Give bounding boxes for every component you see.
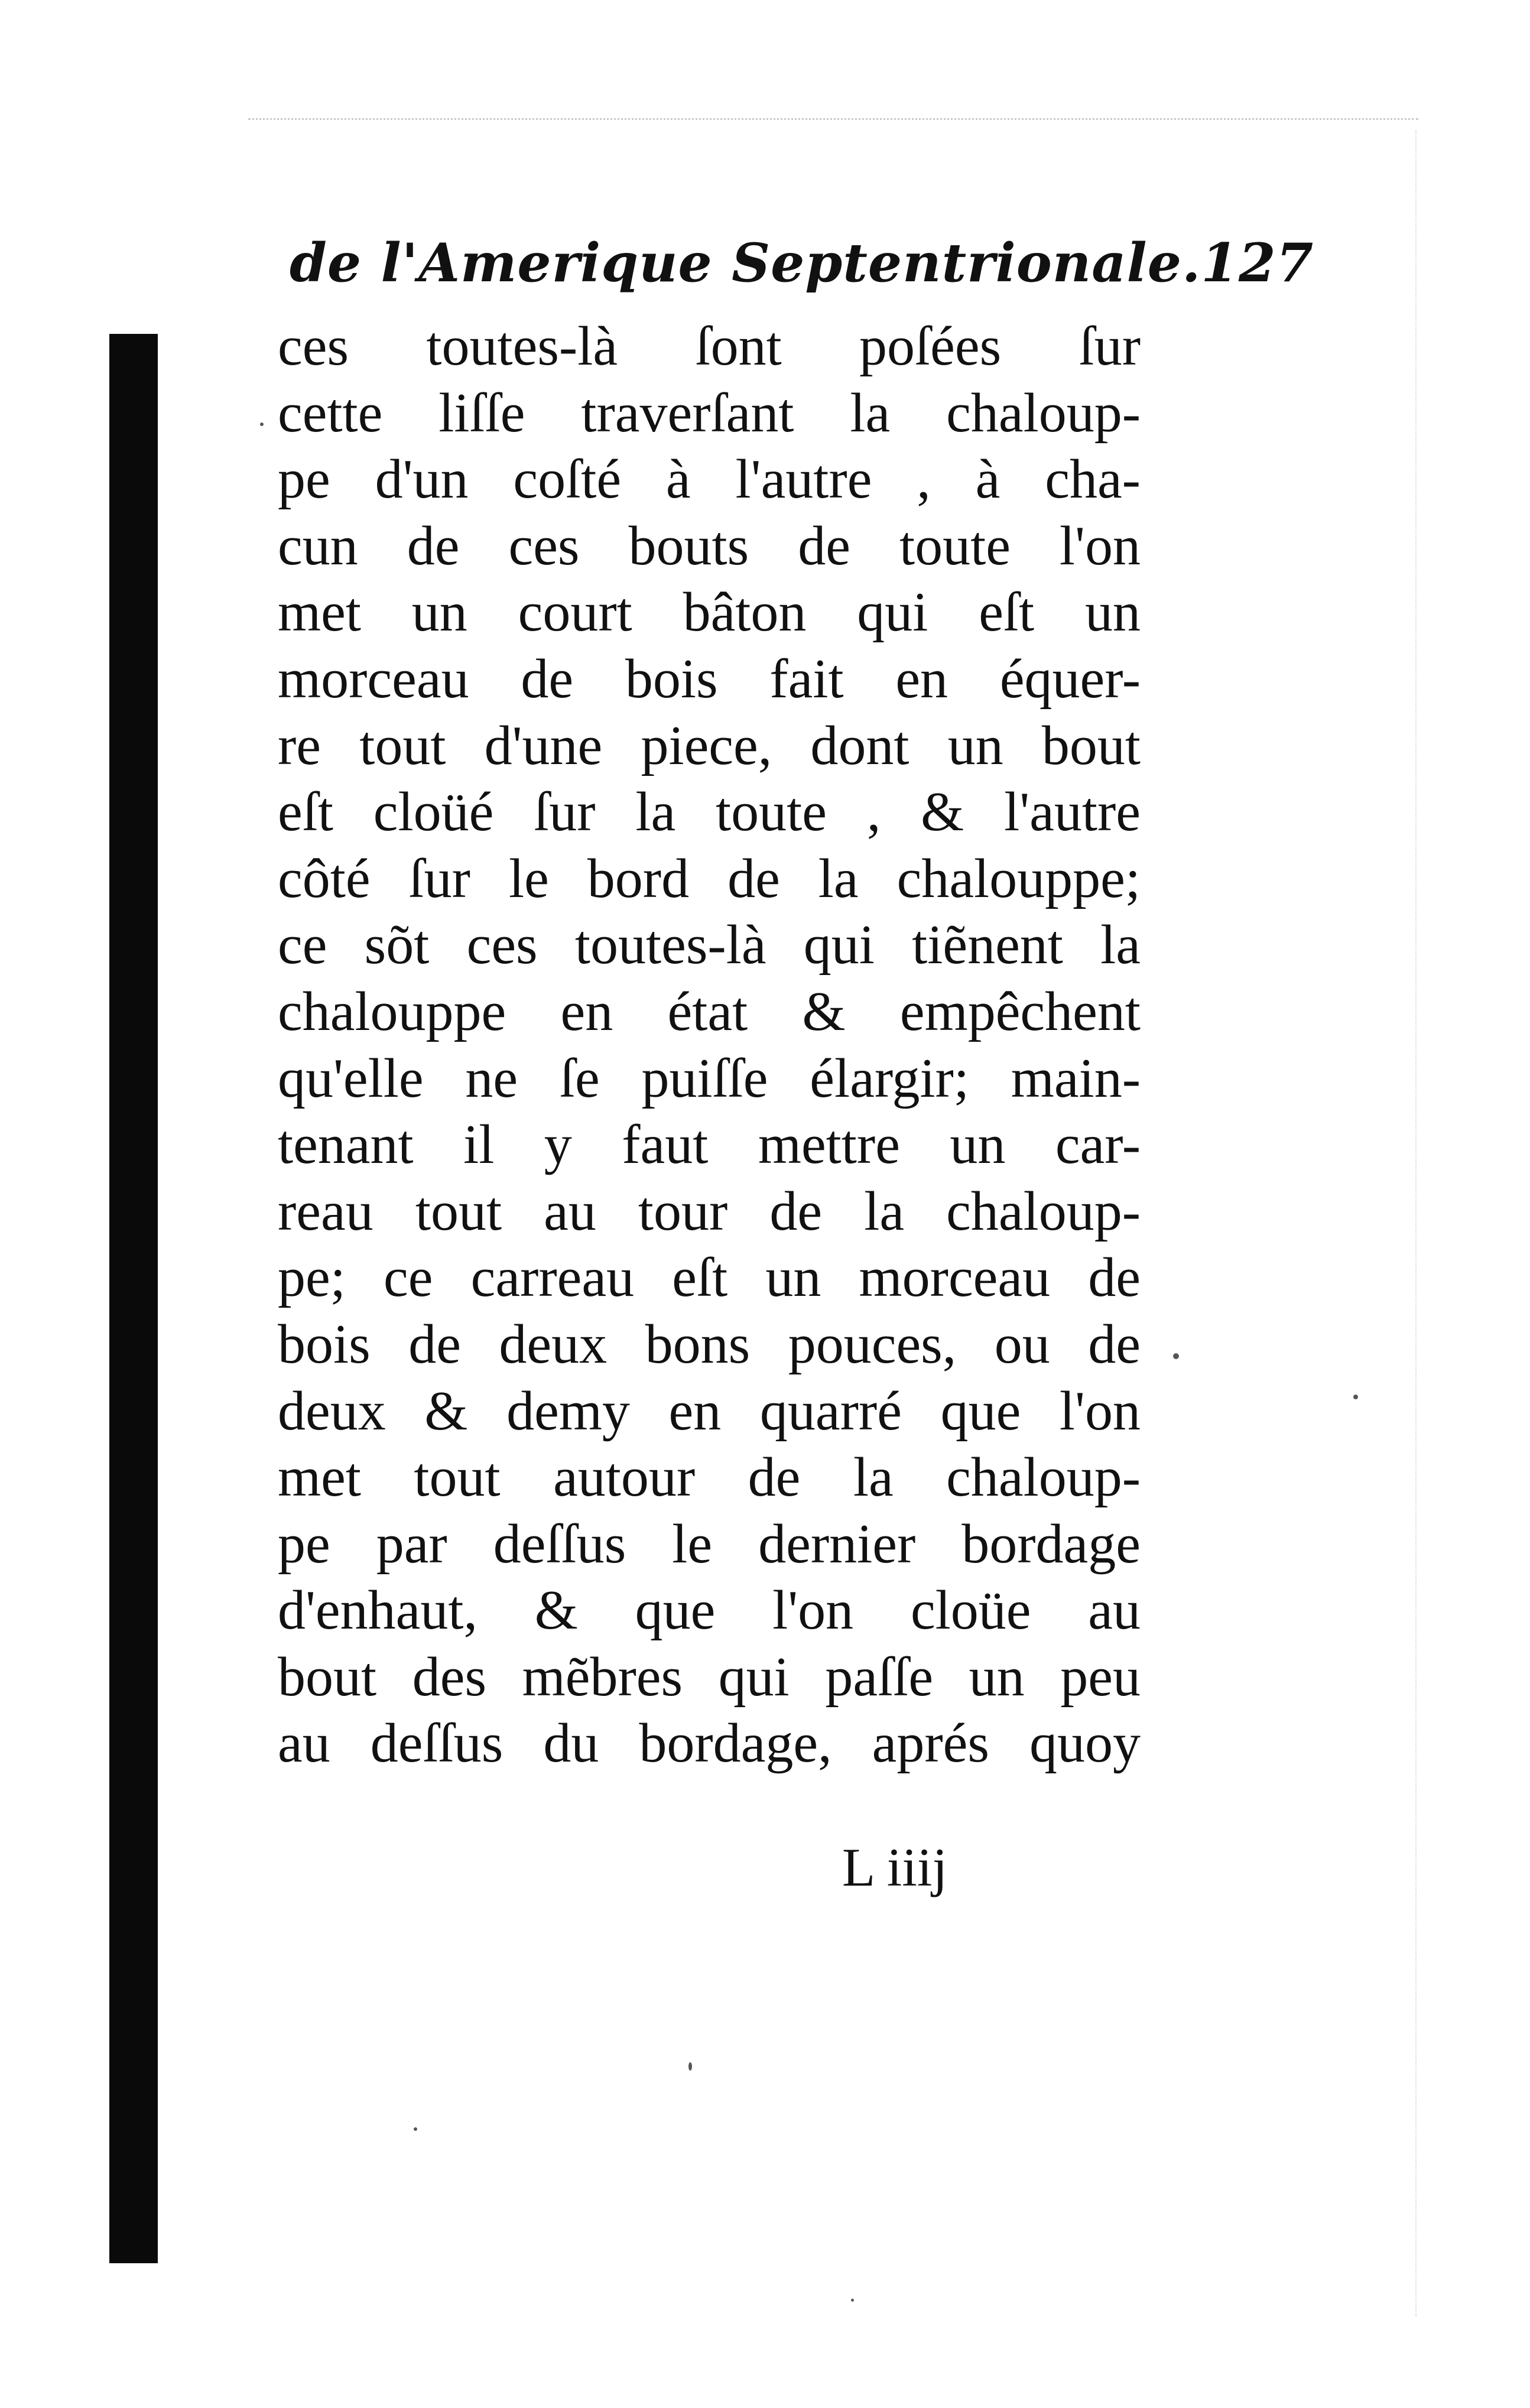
text-line: d'enhaut, & que l'on cloüe au: [278, 1580, 1141, 1642]
body-text: [278, 313, 1141, 1777]
text-line: bois de deux bons pouces, ou de: [278, 1313, 1141, 1375]
page-top-edge: [248, 118, 1418, 120]
text-line: pe par deſſus le dernier bordage: [278, 1513, 1141, 1575]
text-line: chalouppe en état & empêchent: [278, 980, 1141, 1042]
binding-shadow: [109, 334, 158, 2263]
signature-mark: L iiij: [842, 1837, 948, 1897]
text-line: cun de ces bouts de toute l'on: [278, 515, 1141, 577]
text-line: morceau de bois fait en équer-: [278, 648, 1141, 710]
text-line: tenant il y faut mettre un car-: [278, 1114, 1141, 1176]
text-line: met un court bâton qui eſt un: [278, 581, 1141, 644]
text-line: re tout d'une piece, dont un bout: [278, 714, 1141, 776]
scan-speck: [851, 2299, 854, 2302]
page-number: 127: [1201, 232, 1314, 294]
scan-speck: [688, 2062, 692, 2071]
scan-speck: [414, 2127, 417, 2131]
text-line: met tout autour de la chaloup-: [278, 1447, 1141, 1509]
text-line: pe d'un coſté à l'autre , à cha-: [278, 449, 1141, 511]
text-line: côté ſur le bord de la chalouppe;: [278, 847, 1141, 909]
text-line: ce sõt ces toutes-là qui tiẽnent la: [278, 914, 1141, 976]
scan-speck: [1353, 1395, 1358, 1399]
text-line: eſt cloüé ſur la toute , & l'autre: [278, 781, 1141, 843]
text-line: qu'elle ne ſe puiſſe élargir; main-: [278, 1047, 1141, 1109]
text-line: au deſſus du bordage, aprés quoy: [278, 1712, 1141, 1775]
running-head-title: de l'Amerique Septentrionale.: [290, 232, 1201, 294]
text-line: pe; ce carreau eſt un morceau de: [278, 1247, 1141, 1309]
text-line: reau tout au tour de la chaloup-: [278, 1180, 1141, 1242]
text-line: bout des mẽbres qui paſſe un peu: [278, 1646, 1141, 1708]
scan-speck: [1173, 1353, 1179, 1359]
text-line: deux & demy en quarré que l'on: [278, 1380, 1141, 1442]
text-line: ces toutes-là ſont poſées ſur: [278, 316, 1141, 377]
page-right-edge: [1415, 130, 1417, 2316]
running-head: [290, 232, 1314, 294]
text-line: cette liſſe traverſant la chaloup-: [278, 382, 1141, 444]
scan-speck: [260, 423, 264, 426]
